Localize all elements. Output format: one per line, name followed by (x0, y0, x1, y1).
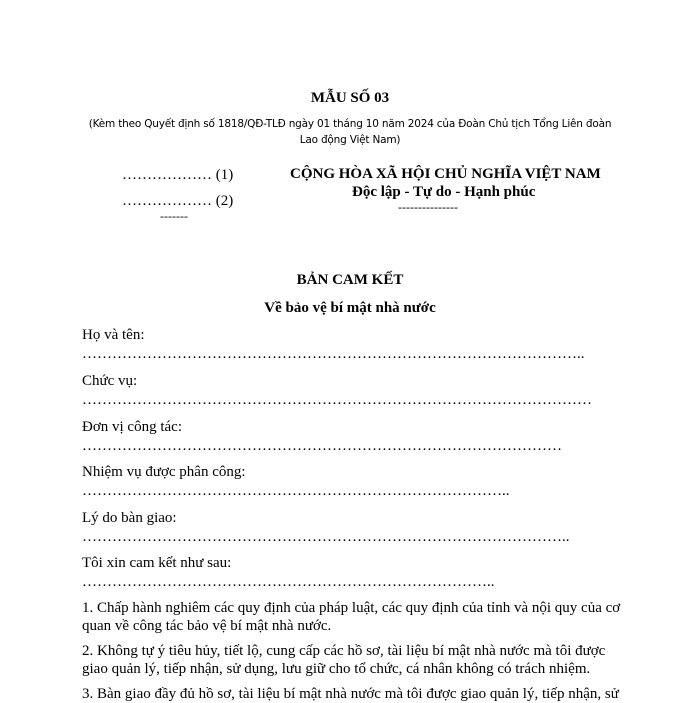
field-dots-commitment-intro[interactable]: ……………………………………………………………………….. (82, 574, 495, 590)
field-dots-handover-reason[interactable]: …………………………………………………………………………………….. (82, 529, 570, 545)
commitment-2-line2: giao quản lý, tiếp nhận, sử dụng, lưu giữ cho tổ chức, cá nhân không có trách nhiệm. (82, 661, 591, 677)
document-title: BẢN CAM KẾT (296, 272, 404, 288)
national-motto: CỘNG HÒA XÃ HỘI CHỦ NGHĨA VIỆT NAM (290, 166, 601, 182)
form-number: MẪU SỐ 03 (310, 90, 390, 106)
field-label-assigned-task: Nhiệm vụ được phân công: (82, 464, 246, 480)
field-label-handover-reason: Lý do bàn giao: (82, 510, 177, 526)
field-dots-workplace[interactable]: …………………………………………………………………………………… (82, 438, 562, 454)
field-label-position: Chức vụ: (82, 373, 138, 389)
commitment-1-line1: 1. Chấp hành nghiêm các quy định của pháp luật, các quy định của tỉnh và nội quy của cơ (82, 600, 621, 616)
document-subtitle: Về bảo vệ bí mật nhà nước (264, 300, 436, 316)
field-dots-assigned-task[interactable]: ………………………………………………………………………….. (82, 483, 510, 499)
agency-line-1: ……………… (1) (122, 167, 234, 183)
national-rule: --------------- (398, 200, 458, 214)
field-dots-position[interactable]: ………………………………………………………………………………………… (82, 392, 592, 408)
agency-line-2: ……………… (2) (122, 193, 234, 209)
field-label-full-name: Họ và tên: (82, 327, 145, 343)
commitment-2-line1: 2. Không tự ý tiêu hủy, tiết lộ, cung cấp các hồ sơ, tài liệu bí mật nhà nước mà tôi được (82, 643, 606, 659)
national-slogan: Độc lập - Tự do - Hạnh phúc (352, 184, 536, 200)
commitment-3-line1: 3. Bàn giao đầy đủ hồ sơ, tài liệu bí mật nhà nước mà tôi được giao quản lý, tiếp nhận, sử (82, 686, 619, 702)
commitment-1-line2: quan về công tác bảo vệ bí mật nhà nước. (82, 618, 332, 634)
commitment-intro: Tôi xin cam kết như sau: (82, 555, 232, 571)
agency-rule: ------- (160, 209, 188, 223)
decision-note-line2: Lao động Việt Nam) (299, 134, 401, 146)
decision-note-line1: (Kèm theo Quyết định số 1818/QĐ-TLĐ ngày 01 tháng 10 năm 2024 của Đoàn Chủ tịch Tổng Liên đoàn (88, 118, 612, 130)
field-dots-full-name[interactable]: ……………………………………………………………………………………….. (82, 346, 585, 362)
field-label-workplace: Đơn vị công tác: (82, 419, 182, 435)
